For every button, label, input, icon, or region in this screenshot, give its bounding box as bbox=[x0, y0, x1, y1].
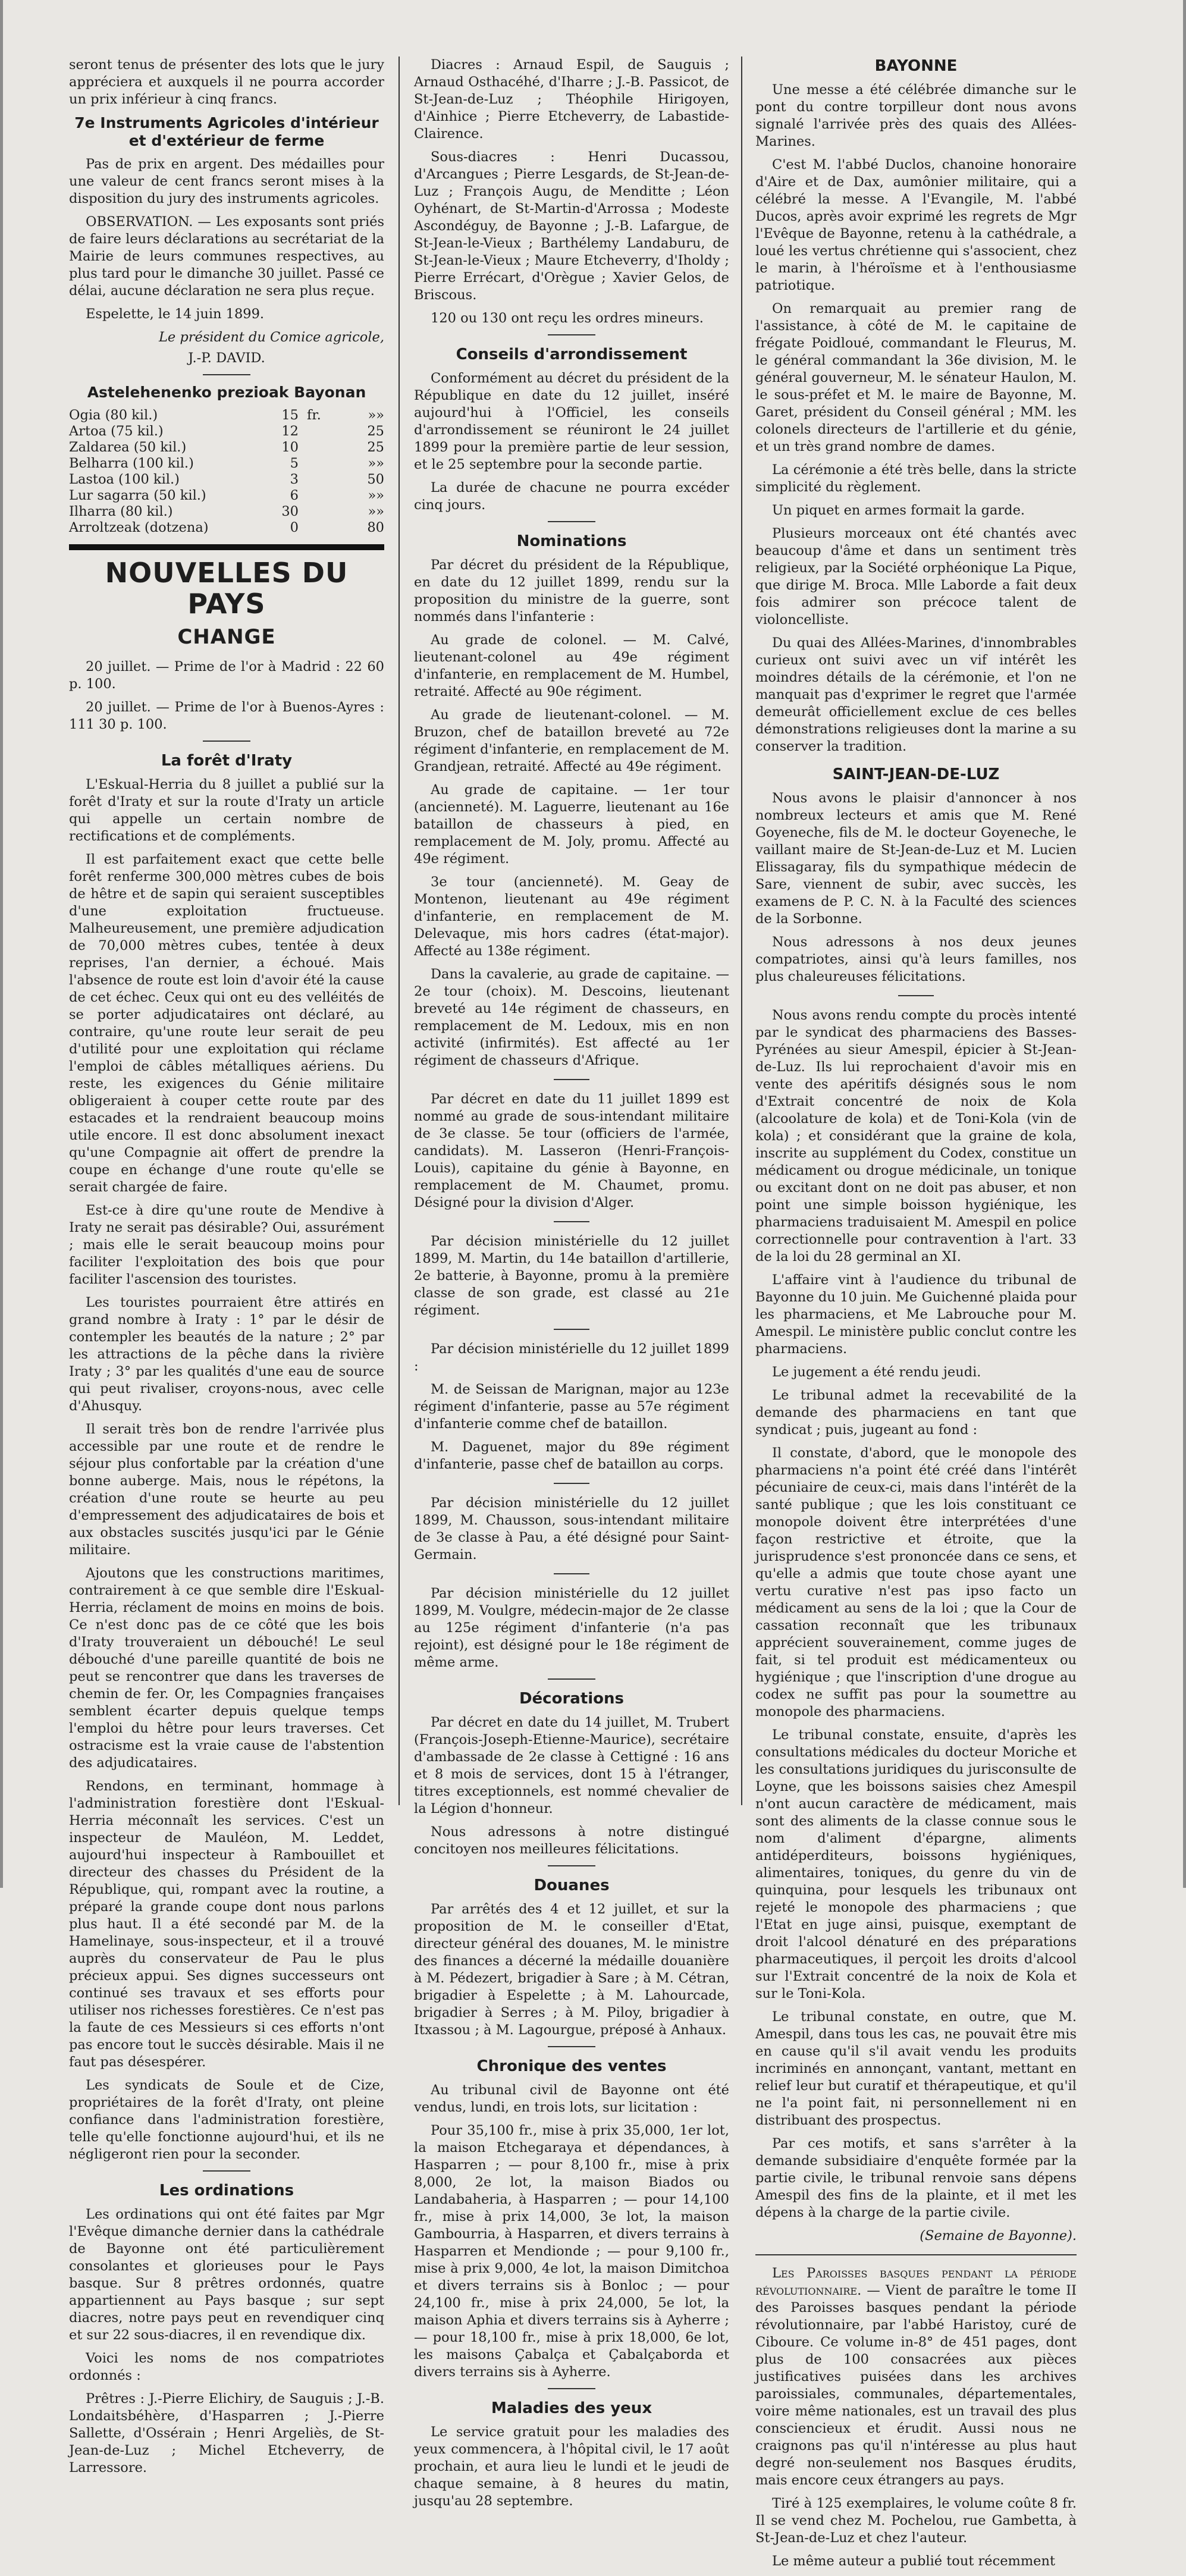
column-separator-1 bbox=[399, 57, 400, 1805]
price-row bbox=[69, 440, 384, 456]
iraty-title: La forêt d'Iraty bbox=[161, 752, 293, 770]
paragraph: Les syndicats de Soule et de Cize, propriétaires de la forêt d'Iraty, ont pleine confiance dans l'administration forestière, telle qu'elle fonctionne aujourd'hui, et ils ne négligeront rien pour la seconder. bbox=[69, 2078, 384, 2162]
price-francs: 10 bbox=[281, 440, 299, 455]
pretres-list: Prêtres : J.-Pierre Elichiry, de Sauguis ; J.-B. Londaitsbéhère, d'Hasparren ; J.-Pierre Sallette, d'Ossérain ; Henri Argeliès, de St-Jean-de-Luz ; Michel Etcheverry, de Larressore. bbox=[69, 2391, 384, 2475]
paroisses-paragraph bbox=[755, 2265, 1077, 2489]
change-title: CHANGE bbox=[177, 625, 276, 649]
price-item: Arroltzeak (dotzena) bbox=[69, 520, 209, 535]
column-3 bbox=[755, 57, 1077, 2576]
price-title: Astelehenenko prezioak Bayonan bbox=[87, 384, 366, 401]
observation-text: OBSERVATION. — Les exposants sont priés de faire leurs déclarations au secrétariat de la Mairie de leurs communes respectives, au plus tard pour le dimanche 30 juillet. Passé ce délai, aucune déclaration ne sera plus reçue. bbox=[69, 214, 384, 299]
divider bbox=[554, 1329, 589, 1330]
paragraph: Un piquet en armes formait la garde. bbox=[772, 503, 1025, 518]
decorations-text-2: Nous adressons à notre distingué concitoyen nos meilleures félicitations. bbox=[414, 1824, 729, 1857]
proces-source: (Semaine de Bayonne). bbox=[920, 2228, 1077, 2244]
paragraph: 3e tour (ancienneté). M. Geay de Montenon, lieutenant au 49e régiment d'infanterie, en remplacement de M. Delevaque, mis hors cadres (état-major). Affecté au 138e régiment. bbox=[414, 874, 729, 959]
signature-name: J.-P. DAVID. bbox=[188, 350, 265, 366]
section-7-text: Pas de prix en argent. Des médailles pour une valeur de cent francs seront mises à la disposition du jury des instruments agricoles. bbox=[69, 156, 384, 206]
price-item: Zaldarea (50 kil.) bbox=[69, 440, 187, 455]
stjean-p2: Nous adressons à nos deux jeunes compatriotes, ainsi qu'à leurs familles, nos plus chaleureuses félicitations. bbox=[755, 934, 1077, 984]
price-cents: 50 bbox=[367, 472, 384, 487]
paragraph: Par décret du président de la République, en date du 12 juillet 1899, rendu sur la proposition du ministre de la guerre, sont nommés dans l'infanterie : bbox=[414, 557, 729, 625]
decision-2-a: M. de Seissan de Marignan, major au 123e régiment d'infanterie, passe au 57e régiment d'infanterie comme chef de bataillon. bbox=[414, 1382, 729, 1432]
divider bbox=[898, 995, 934, 996]
bayonne-title: BAYONNE bbox=[874, 57, 958, 75]
ordinations-title: Les ordinations bbox=[159, 2182, 294, 2200]
paragraph: Il est parfaitement exact que cette belle forêt renferme 300,000 mètres cubes de bois de hêtre et de sapin qui seraient susceptibles d'une exploitation fructueuse. Malheureusement, une première adjudication de 70,000 mètres cubes, tentée à deux reprises, l'an dernier, a échoué. Mais l'absence de route est loin d'avoir été la cause de cet échec. Ceux qui ont eu des velléités de se porter adjudicataires ont déclaré, au contraire, qu'une route leur serait de peu d'utilité pour une exploitation qui réclame l'emploi de câbles métalliques aériens. Du reste, les exigences du Génie militaire obligeraient à couper cette route par des estacades et la rendraient beaucoup moins utile encore. Il est donc absolument inexact qu'une Compagnie ait offert de prendre la coupe en échange d'une route qu'elle se serait chargée de faire. bbox=[69, 852, 384, 1195]
iraty-article bbox=[69, 776, 384, 2163]
divider bbox=[203, 2170, 250, 2172]
change-madrid: 20 juillet. — Prime de l'or à Madrid : 22 60 p. 100. bbox=[69, 659, 384, 692]
decorations-title: Décorations bbox=[519, 1690, 625, 1708]
column-1 bbox=[69, 57, 384, 2483]
price-francs: 0 bbox=[290, 520, 299, 535]
price-cents: »» bbox=[368, 488, 384, 503]
ordinations-text: Les ordinations qui ont été faites par Mgr l'Evêque dimanche dernier dans la cathédrale de Bayonne ont été particulièrement consolantes et glorieuses pour le Pays basque. Sur 8 prêtres ordonnés, quatre appartiennent au Pays basque ; sur sept diacres, notre pays peut en revendiquer cinq et sur 22 sous-diacres, il en revendique dix. bbox=[69, 2207, 384, 2343]
decision-chausson: Par décision ministérielle du 12 juillet 1899, M. Chausson, sous-intendant militaire de 3e classe à Pau, a été désigné pour Saint-Germain. bbox=[414, 1495, 729, 1562]
nominations-article bbox=[414, 557, 729, 1069]
paroisses-tirage: Tiré à 125 exemplaires, le volume coûte 8 fr. Il se vend chez M. Pochelou, rue Gambetta, à St-Jean-de-Luz et chez l'auteur. bbox=[755, 2496, 1077, 2546]
ventes-text-2: Pour 35,100 fr., mise à prix 35,000, 1er lot, la maison Etchegaraya et dépendances, à Hasparren ; — pour 8,100 fr., mise à prix 8,000, 2e lot, la maison Biados ou Landabaheria, à Hasparren ; — pour 14,100 fr., mise à prix 14,000, 3e lot, la maison Gambourria, à Hasparren, et divers terrains à Hasparren et Mendionde ; — pour 9,100 fr., mise à prix 9,000, 4e lot, la maison Dimitchoa et divers terrains sis à Bonloc ; — pour 24,100 fr., mise à prix 24,000, 5e lot, la maison Aphia et divers terrains sis à Ayherre ; — pour 18,100 fr., mise à prix 18,000, 6e lot, les maisons Çabalça et Çabalçaborda et divers terrains sis à Ayherre. bbox=[414, 2123, 729, 2380]
decision-2-intro: Par décision ministérielle du 12 juillet 1899 : bbox=[414, 1341, 729, 1374]
price-unit bbox=[299, 520, 343, 536]
divider bbox=[554, 1079, 589, 1080]
ventes-title: Chronique des ventes bbox=[476, 2057, 667, 2075]
proces-article bbox=[755, 1007, 1077, 2222]
paragraph: Le tribunal constate, en outre, que M. Amespil, dans tous les cas, ne pouvait être mis en cause qu'il s'il avait vendu les produits incriminés en annonçant, vantant, mettant en relief leur but curatif et thérapeutique, et qu'il ne l'a point fait, ni personnellement ni en distribuant des prospectus. bbox=[755, 2009, 1077, 2128]
divider bbox=[548, 1865, 595, 1866]
price-item: Ogia (80 kil.) bbox=[69, 407, 158, 423]
bayonne-article bbox=[755, 81, 1077, 755]
paragraph: Ajoutons que les constructions maritimes, contrairement à ce que semble dire l'Eskual-Herria, réclament de moins en moins de bois. Ce n'est donc pas de ce côté que les bois d'Iraty trouveraient un débouché! Le seul débouché d'une pareille quantité de bois ne peut se rencontrer que dans les traverses de chemin de fer. Or, les Compagnies françaises semblent écarter depuis quelque temps l'emploi du hêtre pour leurs traverses. Cet ostracisme est la vraie cause de l'abstention des adjudicataires. bbox=[69, 1565, 384, 1771]
nominations-title: Nominations bbox=[516, 532, 627, 550]
price-unit bbox=[299, 440, 343, 456]
paragraph: Nous avons rendu compte du procès intenté par le syndicat des pharmaciens des Basses-Pyrénées au sieur Amespil, épicier à St-Jean-de-Luz. Ils lui reprochaient d'avoir mis en vente des apéritifs désignés sous le nom d'Extrait concentré de noix de Kola (alcoolature de kola) et de Toni-Kola (vin de kola) ; et considérant que la graine de kola, inscrite au supplément du Codex, constitue un médicament ou drogue médicinale, un tonique ou excitant dont on ne doit pas abuser, et non point une simple boisson hygiénique, les pharmaciens traduisaient M. Amespil en police correctionnelle pour contravention à l'art. 33 de la loi du 28 germinal an XI. bbox=[755, 1008, 1077, 1265]
price-francs: 6 bbox=[290, 488, 299, 503]
paragraph: Le tribunal admet la recevabilité de la demande des pharmaciens en tant que syndicat ; puis, jugeant au fond : bbox=[755, 1388, 1077, 1438]
divider bbox=[554, 1573, 589, 1574]
page-right-edge bbox=[1183, 0, 1186, 1888]
decision-voulgre: Par décision ministérielle du 12 juillet 1899, M. Voulgre, médecin-major de 2e classe au 125e régiment d'infanterie (n'a pas rejoint), est désigné pour le 18e régiment de même arme. bbox=[414, 1586, 729, 1670]
divider bbox=[554, 1221, 589, 1222]
divider bbox=[755, 2254, 1077, 2255]
paragraph: La cérémonie a été très belle, dans la stricte simplicité du règlement. bbox=[755, 462, 1077, 495]
section-7-title: 7e Instruments Agricoles d'intérieur et d'extérieur de ferme bbox=[74, 114, 379, 149]
douanes-text: Par arrêtés des 4 et 12 juillet, et sur la proposition de M. le conseiller d'Etat, directeur général des douanes, M. le ministre des finances a décerné la médaille douanière à M. Pédezert, brigadier à Sare ; à M. Cétran, brigadier à Espelette ; à M. Lahourcade, brigadier à Serres ; à M. Piloy, brigadier à Itxassou ; à M. Lagourgue, préposé à Anhaux. bbox=[414, 1902, 729, 2038]
sous-diacres-list: Sous-diacres : Henri Ducassou, d'Arcangues ; Pierre Lesgards, de St-Jean-de-Luz ; François Augu, de Menditte ; Léon Oyhénart, de St-Martin-d'Arrossa ; Modeste Ascondéguy, de Bayonne ; J.-B. Lafargue, de St-Jean-le-Vieux ; Barthélemy Landaburu, de St-Jean-le-Vieux ; Maure Etcheverry, d'Iholdy ; Pierre Errécart, d'Orègue ; Xavier Gelos, de Briscous. bbox=[414, 149, 729, 303]
price-cents: 25 bbox=[367, 423, 384, 439]
paroisses-last: Le même auteur a publié tout récemment bbox=[772, 2553, 1056, 2569]
price-cents: 25 bbox=[367, 440, 384, 455]
price-row bbox=[69, 407, 384, 423]
paragraph: Plusieurs morceaux ont été chantés avec beaucoup d'âme et dans un sentiment très religieux, par la Société orphéonique La Pique, que dirige M. Broca. Mlle Laborde a fait deux fois admirer son précoce talent de violoncelliste. bbox=[755, 526, 1077, 627]
price-unit bbox=[299, 504, 343, 520]
maladies-text: Le service gratuit pour les maladies des yeux commencera, à l'hôpital civil, le 17 août prochain, et aura lieu le lundi et le jeudi de chaque semaine, à 8 heures du matin, jusqu'au 28 septembre. bbox=[414, 2424, 729, 2509]
price-item: Lastoa (100 kil.) bbox=[69, 472, 180, 487]
paragraph: L'affaire vint à l'audience du tribunal de Bayonne du 10 juin. Me Guichenné plaida pour les pharmaciens, et Me Labrouche pour M. Amespil. Le ministère public conclut contre les pharmaciens. bbox=[755, 1272, 1077, 1357]
paragraph: On remarquait au premier rang de l'assistance, à côté de M. le capitaine de frégate Poidloué, commandant le Fleurus, M. le général commandant la 36e division, M. le général gouverneur, M. le sénateur Haulon, M. le sous-préfet et M. le maire de Bayonne, M. Garet, président du Conseil général ; MM. les colonels directeurs de l'artillerie et du génie, et un très grand nombre de dames. bbox=[755, 301, 1077, 454]
paragraph: Les touristes pourraient être attirés en grand nombre à Iraty : 1° par le désir de contempler les beautés de la nature ; 2° par les attractions de la pêche dans la rivière Iraty ; 3° par les qualités d'une eau de source qui peut rivaliser, croyons-nous, avec celle d'Ahusquy. bbox=[69, 1295, 384, 1414]
price-row bbox=[69, 520, 384, 536]
price-francs: 12 bbox=[281, 423, 299, 439]
paragraph: Au grade de lieutenant-colonel. — M. Bruzon, chef de bataillon breveté au 72e régiment d'infanterie, en remplacement de M. Grandjean, retraité. Affecté au 49e régiment. bbox=[414, 707, 729, 774]
paragraph: Dans la cavalerie, au grade de capitaine. — 2e tour (choix). M. Descoins, lieutenant breveté au 14e régiment de chasseurs, en remplacement de M. Ledoux, mis en non activité (infirmités). Est affecté au 1er régiment de chasseurs d'Afrique. bbox=[414, 967, 729, 1068]
date-line: Espelette, le 14 juin 1899. bbox=[86, 306, 265, 322]
ordres-mineurs: 120 ou 130 ont reçu les ordres mineurs. bbox=[431, 310, 704, 326]
divider bbox=[548, 1678, 595, 1680]
column-2 bbox=[414, 57, 729, 2516]
divider bbox=[548, 2388, 595, 2389]
thick-divider bbox=[69, 544, 384, 550]
paroisses-text: — Vient de paraître le tome II des Paroisses basques pendant la période révolutionnaire, par l'abbé Haristoy, curé de Ciboure. Ce volume in-8° de 451 pages, dont plus de 100 consacrées aux pièces justificatives puisées dans les archives paroissiales, communales, départementales, voire même nationales, est un travail des plus consciencieux et érudit. Aussi nous ne craignons pas qu'il n'intéresse au plus haut degré non-seulement nos Basques érudits, mais encore ceux étrangers au pays. bbox=[755, 2283, 1077, 2488]
price-item: Artoa (75 kil.) bbox=[69, 423, 164, 439]
price-cents: »» bbox=[368, 504, 384, 519]
price-francs: 5 bbox=[290, 456, 299, 471]
price-row bbox=[69, 456, 384, 472]
divider bbox=[548, 2046, 595, 2047]
divider bbox=[203, 741, 250, 742]
maladies-title: Maladies des yeux bbox=[491, 2399, 652, 2417]
price-item: Belharra (100 kil.) bbox=[69, 456, 194, 471]
stjean-title: SAINT-JEAN-DE-LUZ bbox=[832, 765, 1000, 783]
price-cents: »» bbox=[368, 456, 384, 471]
paragraph: Rendons, en terminant, hommage à l'administration forestière dont l'Eskual-Herria méconnaît les services. C'est un inspecteur de Mauléon, M. Leddet, aujourd'hui inspecteur à Rambouillet et directeur des chasses du Président de la République, qui, rompant avec la routine, a préparé la grande coupe dont nous parlons plus haut. Il a été secondé par M. de la Hamelinaye, sous-inspecteur, et il a trouvé auprès du conservateur de Pau le plus précieux appui. Ses dignes successeurs ont continué ses travaux et ses efforts pour utiliser nos richesses forestières. Ce n'est pas la faute de ces Messieurs si ces efforts n'ont pas encore tout le succès désirable. Mais il ne faut pas désespérer. bbox=[69, 1778, 384, 2070]
price-row bbox=[69, 504, 384, 520]
conseils-text-2: La durée de chacune ne pourra excéder cinq jours. bbox=[414, 480, 729, 513]
price-unit: fr. bbox=[307, 407, 321, 423]
conseils-text: Conformément au décret du président de la République en date du 12 juillet, inséré aujourd'hui à l'Officiel, les conseils d'arrondissement se réuniront le 24 juillet 1899 pour la première partie de leur session, et le 25 septembre pour la seconde partie. bbox=[414, 371, 729, 472]
price-cents: »» bbox=[368, 407, 384, 423]
price-item: Lur sagarra (50 kil.) bbox=[69, 488, 206, 503]
stjean-p1: Nous avons le plaisir d'annoncer à nos nombreux lecteurs et amis que M. René Goyeneche, fils de M. le docteur Goyeneche, le vaillant maire de St-Jean-de-Luz et M. Lucien Elissagaray, fils du sympathique médecin de Sare, viennent de subir, avec succès, les examens de P. C. N. à la Faculté des sciences de la Sorbonne. bbox=[755, 790, 1077, 927]
price-francs: 30 bbox=[281, 504, 299, 519]
divider bbox=[554, 1483, 589, 1484]
paragraph: Par ces motifs, et sans s'arrêter à la demande subsidiaire d'enquête formée par la partie civile, le tribunal renvoie sans dépens Amespil des fins de la plainte, et il met les dépens à la charge de la partie civile. bbox=[755, 2136, 1077, 2220]
paragraph: Une messe a été célébrée dimanche sur le pont du contre torpilleur dont nous avons signalé l'arrivée près des quais des Allées-Marines. bbox=[755, 82, 1077, 149]
change-buenos: 20 juillet. — Prime de l'or à Buenos-Ayres : 111 30 p. 100. bbox=[69, 699, 384, 732]
douanes-title: Douanes bbox=[534, 1877, 610, 1894]
price-row bbox=[69, 472, 384, 488]
paragraph: Du quai des Allées-Marines, d'innombrables curieux ont suivi avec un vif intérêt les moindres détails de la cérémonie, et l'on ne manquait pas d'exprimer le regret que l'armée demeurât officiellement exclue de ces belles démonstrations religieuses dont la marine a su conserver la tradition. bbox=[755, 635, 1077, 754]
ordinations-names-intro: Voici les noms de nos compatriotes ordonnés : bbox=[69, 2351, 384, 2383]
page-left-edge bbox=[0, 0, 3, 1888]
intro-text: seront tenus de présenter des lots que le jury appréciera et auxquels il ne pourra accorder un prix inférieur à cinq francs. bbox=[69, 57, 384, 107]
conseils-title: Conseils d'arrondissement bbox=[456, 346, 688, 363]
paragraph: Au grade de capitaine. — 1er tour (ancienneté). M. Laguerre, lieutenant au 16e bataillon de chasseurs à pied, en remplacement de M. Joly, promu. Affecté au 49e régiment. bbox=[414, 782, 729, 867]
paragraph: Le tribunal constate, ensuite, d'après les consultations médicales du docteur Moriche et les consultations juridiques du jurisconsulte de Loyne, que les boissons saisies chez Amespil n'ont aucun caractère de médicament, mais sont des aliments de la classe connue sous le nom d'aliment d'épargne, aliments antidéperditeurs, boissons hygiéniques, alimentaires, toniques, du genre du vin de quinquina, pour lesquels les tribunaux ont rejeté le monopole des pharmaciens ; que l'Etat en juge ainsi, puisque, exemptant de droit l'alcool dénaturé en des préparations pharmaceutiques, il perçoit les droits d'alcool sur l'Extrait concentré de la noix de Kola et sur le Toni-Kola. bbox=[755, 1727, 1077, 2001]
nouvelles-title: NOUVELLES DU PAYS bbox=[105, 557, 349, 620]
price-cents: 80 bbox=[367, 520, 384, 535]
signature-title: Le président du Comice agricole, bbox=[158, 330, 384, 345]
paragraph: Il constate, d'abord, que le monopole des pharmaciens n'a point été créé dans l'intérêt pécuniaire de ceux-ci, mais dans l'intérêt de la santé publique ; que les lois constituant ce monopole doivent être interprétées d'une façon restrictive et étroite, que la jurisprudence s'est prononcée dans ce sens, et qu'elle a admis que toute chose ayant une vertu curative n'est pas ipso facto un médicament au sens de la loi ; que la Cour de cassation reconnaît que les tribunaux apprécient souverainement, comme juges de fait, si tel produit est médicamenteux ou hygiénique ; que l'inscription d'une drogue au codex ne suffit pas pour la soumettre au monopole des pharmaciens. bbox=[755, 1445, 1077, 1720]
decorations-text: Par décret en date du 14 juillet, M. Trubert (François-Joseph-Etienne-Maurice), secrétaire d'ambassade de 2e classe à Cettigné : 16 ans et 8 mois de services, dont 15 à l'étranger, titres exceptionnels, est nommé chevalier de la Légion d'honneur. bbox=[414, 1715, 729, 1816]
paragraph: C'est M. l'abbé Duclos, chanoine honoraire d'Aire et de Dax, aumônier militaire, qui a célébré la messe. A l'Evangile, M. l'abbé Ducos, après avoir exprimé les regrets de Mgr l'Evêque de Bayonne, retenu à la cathédrale, a loué les vertus chrétienne qui s'associent, chez le marin, à l'héroïsme et à l'enthousiasme patriotique. bbox=[755, 157, 1077, 293]
ventes-text: Au tribunal civil de Bayonne ont été vendus, lundi, en trois lots, sur licitation : bbox=[414, 2082, 729, 2115]
decret-11: Par décret en date du 11 juillet 1899 est nommé au grade de sous-intendant militaire de 3e classe. 5e tour (officiers de l'armée, candidats). M. Lasseron (Henri-François-Louis), capitaine du génie à Bayonne, en remplacement de M. Chaumet, promu. Désigné pour la division d'Alger. bbox=[414, 1091, 729, 1210]
price-unit bbox=[299, 488, 343, 504]
price-unit bbox=[299, 472, 343, 488]
column-separator-2 bbox=[741, 57, 742, 1805]
price-row bbox=[69, 423, 384, 440]
price-francs: 15 bbox=[281, 407, 299, 423]
paragraph: Au grade de colonel. — M. Calvé, lieutenant-colonel au 49e régiment d'infanterie, en remplacement de M. Humbel, retraité. Affecté au 90e régiment. bbox=[414, 632, 729, 699]
decision-2-b: M. Daguenet, major du 89e régiment d'infanterie, passe chef de bataillon au corps. bbox=[414, 1439, 729, 1472]
paragraph: Le jugement a été rendu jeudi. bbox=[772, 1364, 981, 1380]
divider bbox=[548, 334, 595, 335]
paragraph: Est-ce à dire qu'une route de Mendive à Iraty ne serait pas désirable? Oui, assurément ; mais elle le serait beaucoup moins pour faciliter l'exploitation des bois que pour faciliter l'ascension des touristes. bbox=[69, 1203, 384, 1287]
price-row bbox=[69, 488, 384, 504]
decision-martin: Par décision ministérielle du 12 juillet 1899, M. Martin, du 14e bataillon d'artillerie, 2e batterie, à Bayonne, promu à la première classe de son grade, est classé au 21e régiment. bbox=[414, 1234, 729, 1318]
paragraph: Il serait très bon de rendre l'arrivée plus accessible par une route et de rendre le séjour plus confortable par la création d'une bonne auberge. Mais, nous le répétons, la création d'une route se heurte au peu d'empressement des adjudicataires de bois et aux obstacles suscités jusqu'ici par le Génie militaire. bbox=[69, 1422, 384, 1558]
diacres-list: Diacres : Arnaud Espil, de Sauguis ; Arnaud Osthacéhé, d'Iharre ; J.-B. Passicot, de St-Jean-de-Luz ; Théophile Hirigoyen, d'Ainhice ; Pierre Etcheverry, de Labastide-Clairence. bbox=[414, 57, 729, 142]
price-table bbox=[69, 407, 384, 536]
divider bbox=[548, 521, 595, 522]
paragraph: L'Eskual-Herria du 8 juillet a publié sur la forêt d'Iraty et sur la route d'Iraty un article qui appelle un certain nombre de rectifications et de compléments. bbox=[69, 777, 384, 844]
price-item: Ilharra (80 kil.) bbox=[69, 504, 173, 519]
price-unit bbox=[299, 423, 343, 440]
paroisses-heading: Les Paroisses basques pendant la période révolutionnaire. bbox=[755, 2266, 1077, 2298]
price-francs: 3 bbox=[290, 472, 299, 487]
price-unit bbox=[299, 456, 343, 472]
divider bbox=[203, 374, 250, 375]
